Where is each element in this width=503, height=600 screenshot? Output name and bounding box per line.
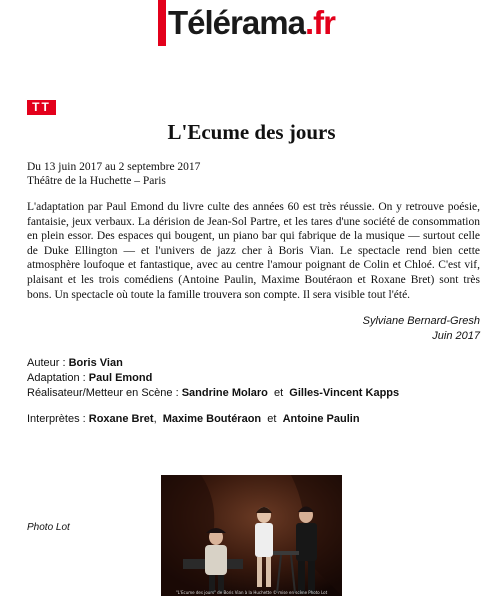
rating-badge: TT [27, 100, 56, 115]
credit-value: Roxane Bret [88, 413, 154, 425]
credit-realisateur [27, 386, 399, 401]
photo-credit: Photo Lot [27, 522, 70, 533]
credit-label: Réalisateur/Metteur en Scène : [27, 387, 182, 399]
credit-value: Gilles-Vincent Kapps [289, 387, 400, 399]
review-signature [363, 314, 480, 344]
logo-wordmark [168, 3, 335, 43]
photo-caption: "L'Ecume des jours" de Boris Vian à la Huchette © mise en scène Photo Lot [175, 590, 328, 595]
production-photo [161, 475, 342, 596]
credit-label: Adaptation : [27, 372, 89, 384]
credit-separator: et [267, 387, 290, 399]
credit-separator: , [153, 413, 163, 425]
credit-value: Boris Vian [68, 357, 123, 369]
telerama-logo[interactable] [158, 0, 348, 46]
credit-value: Antoine Paulin [282, 413, 360, 425]
event-venue: Théâtre de la Huchette – Paris [27, 175, 166, 187]
logo-brand: Télérama [168, 4, 305, 41]
credit-label: Interprètes : [27, 413, 89, 425]
review-text: L'adaptation par Paul Emond du livre culte des années 60 est très réussie. On y retrouve poésie, fantaisie, jeux verbaux. La dérision de Jean-Sol Partre, et les tares d'une société de consommation en plein essor. Des espaces qui bougent, un piano bar qui fabrique de la musique — surtout celle de Duke Ellington — et l'univers de jazz cher à Boris Vian. Le spectacle rend bien cette atmosphère loufoque et fantastique, avec au centre l'amour poignant de Colin et Chloé. C'est vif, plaisant et les trois comédiens (Antoine Paulin, Maxime Boutéraon et Roxane Bret) sont très bons. Un spectacle où toute la famille trouvera son compte. Il sera visible tout l'été. [27, 201, 480, 301]
event-dates: Du 13 juin 2017 au 2 septembre 2017 [27, 161, 201, 173]
logo-red-bar [158, 0, 166, 46]
credit-value: Maxime Boutéraon [162, 413, 262, 425]
credit-label: Auteur : [27, 357, 69, 369]
review-author: Sylviane Bernard-Gresh [362, 315, 480, 327]
credit-adaptation [27, 371, 152, 386]
credit-auteur [27, 356, 123, 371]
logo-tld: .fr [304, 4, 335, 41]
review-date: Juin 2017 [432, 330, 480, 342]
stage-scene-image [161, 475, 342, 596]
credit-interpretes [27, 412, 360, 427]
credit-value: Paul Emond [88, 372, 153, 384]
event-info [27, 160, 200, 188]
credit-value: Sandrine Molaro [181, 387, 268, 399]
page-title: L'Ecume des jours [167, 120, 336, 144]
credit-separator: et [261, 413, 283, 425]
